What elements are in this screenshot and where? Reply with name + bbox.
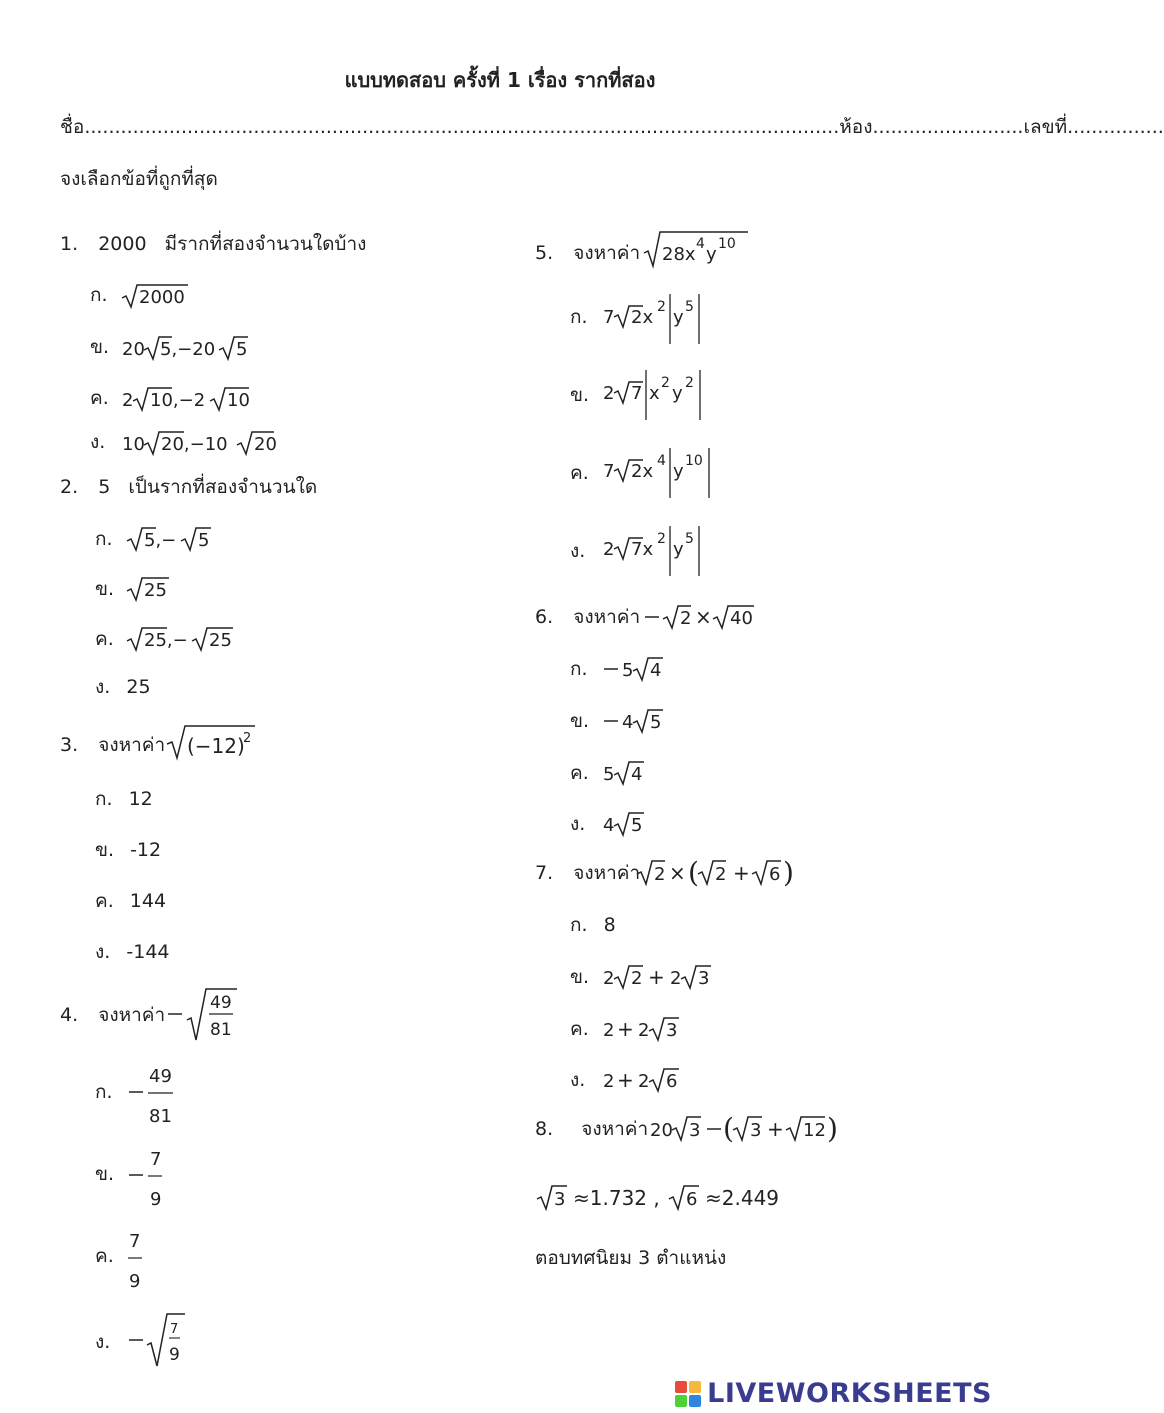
liveworksheets-logo[interactable] [675, 1380, 992, 1407]
q7-choice-a[interactable] [570, 916, 616, 935]
question-number: 2. [60, 476, 79, 498]
svg-text:9: 9 [150, 1189, 162, 1210]
q4-choice-b[interactable] [95, 1165, 114, 1184]
choice-label: ค. [95, 628, 114, 650]
svg-text:2: 2 [603, 383, 615, 404]
svg-text:5: 5 [236, 339, 248, 360]
q6-choice-a[interactable] [570, 660, 588, 679]
choice-label: ง. [95, 1331, 111, 1353]
choice-label: ง. [570, 540, 586, 562]
svg-text:2: 2 [243, 731, 252, 746]
choice-label: ก. [570, 306, 588, 328]
question-3 [60, 736, 165, 755]
svg-text:y: y [706, 244, 717, 265]
q6-choice-c[interactable] [570, 764, 589, 783]
svg-text:y: y [673, 461, 684, 482]
choice-label: ก. [570, 658, 588, 680]
svg-text:2: 2 [715, 864, 727, 885]
q6-choice-d[interactable] [570, 815, 585, 834]
choice-label: ก. [95, 1081, 113, 1103]
svg-text:2: 2 [603, 1071, 615, 1092]
svg-text:3: 3 [666, 1020, 678, 1041]
question-text: จงหาค่า [573, 606, 641, 628]
svg-text:49: 49 [149, 1066, 172, 1087]
q1-choice-d-math [120, 427, 280, 457]
svg-text:2: 2 [670, 968, 682, 989]
q4-choice-b-math [125, 1145, 175, 1209]
q6-choice-d-math [600, 808, 660, 838]
question-8 [535, 1120, 648, 1139]
q6-expression [642, 601, 772, 631]
choice-label: ข. [570, 710, 590, 732]
choice-value: 12 [128, 788, 153, 810]
q3-choice-d[interactable] [95, 943, 170, 962]
svg-text:2: 2 [603, 1020, 615, 1041]
svg-text:4: 4 [657, 453, 666, 469]
svg-text:2: 2 [661, 375, 670, 391]
svg-text:5,−: 5,− [144, 530, 177, 551]
svg-text:×: × [669, 861, 686, 885]
choice-label: ง. [95, 676, 111, 698]
svg-text:25: 25 [209, 630, 232, 651]
svg-text:7: 7 [129, 1231, 141, 1252]
choice-value: 25 [126, 676, 151, 698]
q2-choice-d[interactable] [95, 678, 151, 697]
q7-choice-b[interactable] [570, 968, 589, 987]
q1-choice-a-math [120, 281, 190, 311]
svg-text:10: 10 [685, 453, 703, 469]
svg-text:6: 6 [666, 1071, 678, 1092]
svg-text:+: + [648, 965, 665, 989]
q7-choice-c-math [600, 1013, 690, 1043]
svg-text:3: 3 [554, 1189, 566, 1210]
q6-choice-a-math [600, 653, 680, 683]
choice-label: ก. [95, 528, 113, 550]
q3-choice-c[interactable] [95, 892, 166, 911]
svg-text:3: 3 [698, 968, 710, 989]
q2-choice-a-math [125, 523, 225, 553]
q1-choice-d[interactable] [90, 433, 105, 452]
choice-label: ก. [90, 284, 108, 306]
logo-square-4 [689, 1395, 701, 1407]
svg-text:+: + [767, 1117, 784, 1141]
svg-text:(−12): (−12) [187, 734, 245, 758]
logo-square-2 [689, 1381, 701, 1393]
choice-label: ก. [95, 788, 113, 810]
logo-grid-icon [675, 1381, 701, 1407]
svg-text:9: 9 [129, 1271, 141, 1292]
svg-text:25,−: 25,− [144, 630, 188, 651]
q4-choice-d[interactable] [95, 1333, 110, 1352]
svg-text:2000: 2000 [139, 287, 185, 308]
name-field[interactable]: ............................................................................................................................. [84, 116, 840, 138]
svg-text:4: 4 [622, 712, 634, 733]
q1-choice-c[interactable] [90, 389, 109, 408]
q5-choice-c-math [600, 444, 720, 502]
svg-text:2: 2 [122, 390, 134, 411]
question-number: 5. [535, 242, 554, 264]
number-label: เลขที่ [1023, 116, 1068, 138]
svg-text:5: 5 [622, 660, 634, 681]
svg-text:10: 10 [718, 236, 736, 252]
q5-expression [642, 228, 752, 272]
svg-text:2: 2 [638, 1020, 650, 1041]
q2-choice-b[interactable] [95, 580, 114, 599]
number-field[interactable]: ................ [1067, 116, 1164, 138]
svg-text:3: 3 [689, 1120, 701, 1141]
q2-choice-b-math [125, 573, 185, 603]
svg-text:y: y [673, 539, 684, 560]
q1-choice-b[interactable] [90, 338, 109, 357]
q4-choice-c[interactable] [95, 1247, 114, 1266]
choice-value: 144 [129, 890, 167, 912]
question-6 [535, 608, 640, 627]
svg-text:+: + [617, 1068, 634, 1092]
question-number: 1. [60, 233, 79, 255]
svg-text:40: 40 [730, 608, 753, 629]
q1-choice-c-math [120, 383, 260, 413]
choice-label: ง. [95, 941, 111, 963]
q5-choice-d[interactable] [570, 542, 585, 561]
svg-text:49: 49 [210, 993, 232, 1013]
svg-text:≈2.449: ≈2.449 [705, 1186, 780, 1210]
svg-text:20: 20 [650, 1120, 673, 1141]
svg-text:): ) [827, 1112, 838, 1145]
room-field[interactable]: ......................... [872, 116, 1024, 138]
svg-text:81: 81 [210, 1020, 232, 1040]
choice-label: ง. [570, 1069, 586, 1091]
q5-choice-a-math [600, 290, 710, 348]
svg-text:10,−2: 10,−2 [150, 390, 206, 411]
svg-text:20,−10: 20,−10 [161, 434, 228, 455]
svg-text:5: 5 [198, 530, 210, 551]
choice-label: ง. [90, 431, 106, 453]
name-label: ชื่อ [60, 116, 85, 138]
q1-choice-a[interactable] [90, 286, 108, 305]
choice-label: ค. [570, 462, 589, 484]
svg-text:2x: 2x [631, 307, 654, 328]
svg-text:(: ( [723, 1112, 734, 1145]
svg-text:5: 5 [685, 531, 694, 547]
choice-label: ข. [95, 578, 115, 600]
svg-text:10: 10 [122, 434, 145, 455]
svg-text:25: 25 [144, 580, 167, 601]
q5-choice-c[interactable] [570, 464, 589, 483]
svg-text:2: 2 [685, 375, 694, 391]
q3-expression [165, 720, 260, 762]
q2-choice-c[interactable] [95, 630, 114, 649]
svg-text:4: 4 [631, 764, 643, 785]
choice-label: ค. [95, 890, 114, 912]
q6-choice-b-math [600, 705, 680, 735]
svg-text:7: 7 [170, 1322, 179, 1337]
svg-text:81: 81 [149, 1106, 172, 1127]
worksheet-title: แบบทดสอบ ครั้งที่ 1 เรื่อง รากที่สอง [344, 68, 656, 92]
question-2 [60, 478, 317, 497]
svg-text:4: 4 [603, 815, 615, 836]
svg-text:7: 7 [150, 1149, 162, 1170]
svg-text:4: 4 [650, 660, 662, 681]
q3-choice-b[interactable] [95, 841, 161, 860]
question-number: 6. [535, 606, 554, 628]
brand-text: LIVEWORKSHEETS [707, 1378, 992, 1409]
svg-text:2: 2 [657, 299, 666, 315]
svg-text:5: 5 [603, 764, 615, 785]
question-text: จงหาค่า [573, 862, 641, 884]
svg-text:2: 2 [603, 968, 615, 989]
svg-text:2: 2 [654, 864, 666, 885]
question-number: 3. [60, 734, 79, 756]
logo-square-1 [675, 1381, 687, 1393]
q2-choice-a[interactable] [95, 530, 113, 549]
choice-label: ค. [570, 1018, 589, 1040]
logo-square-3 [675, 1395, 687, 1407]
q5-choice-b[interactable] [570, 386, 589, 405]
svg-text:(: ( [688, 856, 699, 889]
choice-label: ข. [570, 384, 590, 406]
question-7 [535, 864, 640, 883]
instruction: จงเลือกข้อที่ถูกที่สุด [60, 168, 218, 190]
q2-choice-c-math [125, 623, 255, 653]
question-1 [60, 235, 366, 254]
choice-value: -144 [126, 941, 170, 963]
q7-choice-d-math [600, 1064, 690, 1094]
svg-text:6: 6 [686, 1189, 698, 1210]
q5-choice-a[interactable] [570, 308, 588, 327]
svg-text:5: 5 [685, 299, 694, 315]
question-text: 5 เป็นรากที่สองจำนวนใด [98, 476, 318, 498]
q7-choice-c[interactable] [570, 1020, 589, 1039]
svg-text:5: 5 [631, 815, 643, 836]
q5-choice-d-math [600, 522, 710, 580]
svg-text:2: 2 [638, 1071, 650, 1092]
q7-choice-b-math [600, 961, 725, 991]
q4-choice-d-math [125, 1310, 190, 1370]
svg-text:): ) [783, 856, 794, 889]
svg-text:×: × [695, 605, 712, 629]
svg-text:10: 10 [227, 390, 250, 411]
room-label: ห้อง [839, 116, 873, 138]
question-text: จงหาค่า [573, 242, 641, 264]
question-4 [60, 1006, 165, 1025]
svg-text:≈1.732 ,: ≈1.732 , [573, 1186, 660, 1210]
question-number: 7. [535, 862, 554, 884]
svg-text:2: 2 [631, 968, 643, 989]
svg-text:2: 2 [603, 539, 615, 560]
svg-text:7: 7 [603, 307, 615, 328]
q8-hint [535, 1180, 795, 1212]
q3-choice-a[interactable] [95, 790, 153, 809]
svg-text:9: 9 [169, 1345, 180, 1365]
q7-expression [635, 853, 800, 891]
svg-text:x: x [649, 383, 660, 404]
choice-value: 8 [603, 914, 616, 936]
svg-text:5,−20: 5,−20 [160, 339, 216, 360]
q8-expression [647, 1109, 847, 1147]
question-text: จงหาค่า [581, 1118, 649, 1140]
student-info-line [60, 118, 1164, 137]
q4-expression [165, 985, 245, 1045]
q8-note: ตอบทศนิยม 3 ตำแหน่ง [535, 1247, 727, 1269]
svg-text:7x: 7x [631, 539, 654, 560]
choice-label: ง. [570, 813, 586, 835]
q5-choice-b-math [600, 366, 710, 424]
choice-value: -12 [130, 839, 162, 861]
q6-choice-b[interactable] [570, 712, 589, 731]
svg-text:3: 3 [750, 1120, 762, 1141]
svg-text:20: 20 [254, 434, 277, 455]
svg-text:12: 12 [803, 1120, 826, 1141]
question-text: 2000 มีรากที่สองจำนวนใดบ้าง [98, 233, 367, 255]
svg-text:5: 5 [650, 712, 662, 733]
q4-choice-c-math [125, 1227, 155, 1291]
q4-choice-a-math [125, 1062, 185, 1126]
svg-text:7: 7 [603, 461, 615, 482]
svg-text:2: 2 [680, 608, 692, 629]
question-number: 4. [60, 1004, 79, 1026]
svg-text:2: 2 [657, 531, 666, 547]
question-number: 8. [535, 1118, 554, 1140]
q1-choice-b-math [120, 332, 260, 362]
choice-label: ก. [570, 914, 588, 936]
svg-text:+: + [733, 861, 750, 885]
choice-label: ข. [570, 966, 590, 988]
choice-label: ข. [90, 336, 110, 358]
q6-choice-c-math [600, 757, 660, 787]
choice-label: ค. [570, 762, 589, 784]
svg-text:2x: 2x [631, 461, 654, 482]
question-text: จงหาค่า [98, 1004, 166, 1026]
choice-label: ข. [95, 1163, 115, 1185]
svg-text:+: + [617, 1017, 634, 1041]
svg-text:y: y [672, 383, 683, 404]
choice-label: ข. [95, 839, 115, 861]
q7-choice-d[interactable] [570, 1071, 585, 1090]
svg-text:6: 6 [769, 864, 781, 885]
choice-label: ค. [95, 1245, 114, 1267]
svg-text:y: y [673, 307, 684, 328]
svg-text:28x: 28x [662, 244, 696, 265]
svg-text:7: 7 [631, 383, 643, 404]
choice-label: ค. [90, 387, 109, 409]
q4-choice-a[interactable] [95, 1083, 113, 1102]
svg-text:20: 20 [122, 339, 145, 360]
question-5 [535, 244, 640, 263]
svg-text:4: 4 [696, 236, 705, 252]
question-text: จงหาค่า [98, 734, 166, 756]
